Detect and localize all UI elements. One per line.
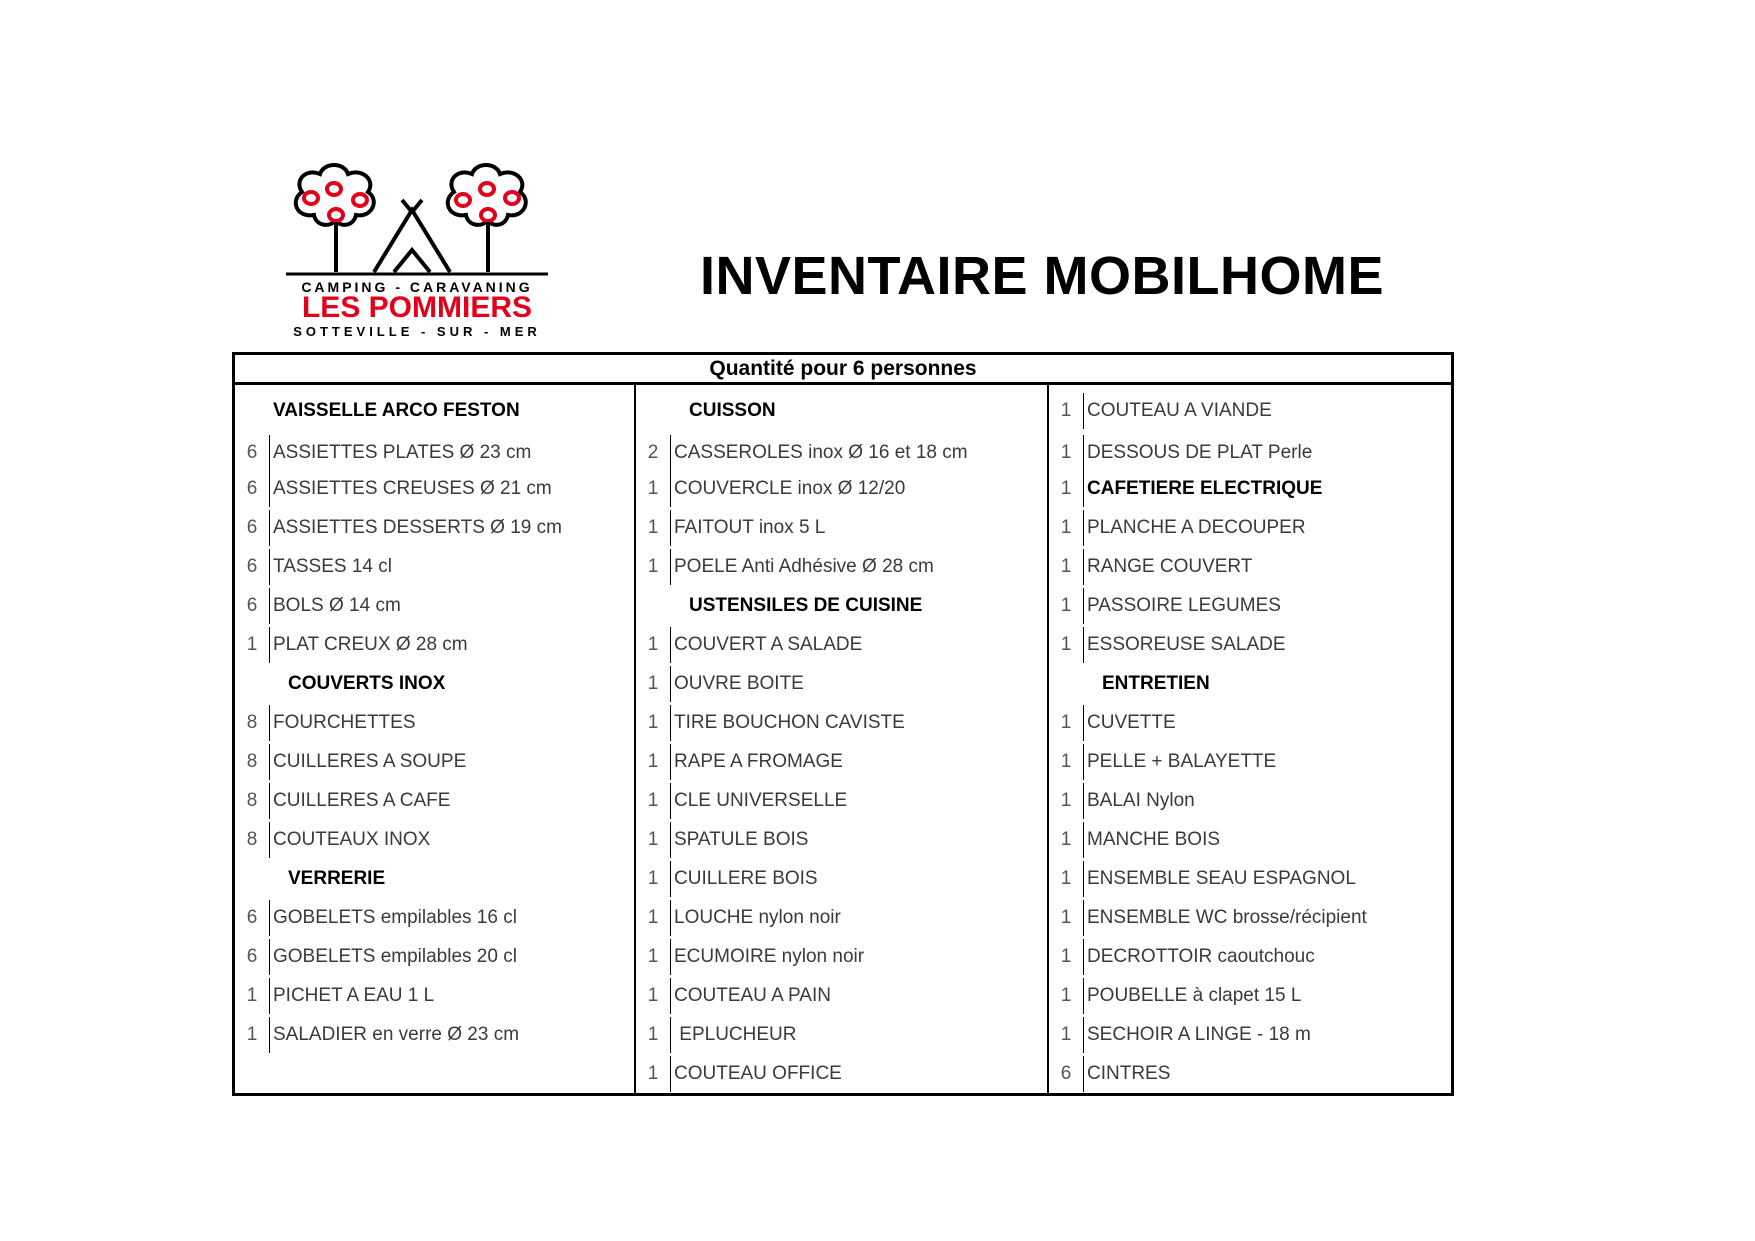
camping-logo <box>284 160 550 342</box>
logo-name: LES POMMIERS <box>301 291 533 324</box>
section-heading-row <box>636 588 1049 624</box>
table-row <box>636 549 1049 585</box>
table-row <box>636 435 1049 471</box>
table-row <box>1049 393 1456 429</box>
item-label: PASSOIRE LEGUMES <box>1087 595 1281 616</box>
item-qty: 8 <box>246 829 258 850</box>
item-qty: 1 <box>1060 595 1072 616</box>
table-row <box>235 435 634 471</box>
item-qty: 1 <box>1060 790 1072 811</box>
table-row <box>636 861 1049 897</box>
table-row <box>636 705 1049 741</box>
item-qty: 6 <box>246 595 258 616</box>
apple-trees-tent-icon <box>284 160 550 280</box>
table-row <box>235 705 634 741</box>
item-qty: 1 <box>1060 751 1072 772</box>
item-label: COUVERT A SALADE <box>674 634 863 655</box>
section-heading: VERRERIE <box>288 868 386 889</box>
item-label: ASSIETTES CREUSES Ø 21 cm <box>273 478 552 499</box>
item-label: TIRE BOUCHON CAVISTE <box>674 712 905 733</box>
section-heading-row <box>636 393 1049 429</box>
section-heading: VAISSELLE ARCO FESTON <box>273 400 520 421</box>
table-row <box>235 471 634 507</box>
item-qty: 1 <box>647 478 659 499</box>
table-row <box>235 510 634 546</box>
item-label: ASSIETTES PLATES Ø 23 cm <box>273 442 532 463</box>
table-row <box>235 783 634 819</box>
section-heading: COUVERTS INOX <box>288 673 446 694</box>
item-label: EPLUCHEUR <box>674 1024 797 1045</box>
item-label: PICHET A EAU 1 L <box>273 985 435 1006</box>
table-row <box>235 549 634 585</box>
item-label: PLANCHE A DECOUPER <box>1087 517 1306 538</box>
table-row <box>636 1056 1049 1092</box>
item-qty: 1 <box>1060 1024 1072 1045</box>
table-row <box>636 744 1049 780</box>
table-row <box>1049 471 1456 507</box>
section-heading-row <box>1049 666 1456 702</box>
inventory-table <box>232 352 1454 1096</box>
table-row <box>636 900 1049 936</box>
table-row <box>1049 822 1456 858</box>
item-label: CAFETIERE ELECTRIQUE <box>1087 478 1323 499</box>
item-qty: 1 <box>647 556 659 577</box>
item-qty: 1 <box>647 907 659 928</box>
item-qty: 6 <box>246 556 258 577</box>
table-row <box>235 978 634 1014</box>
item-label: ENSEMBLE WC brosse/récipient <box>1087 907 1367 928</box>
item-qty: 1 <box>647 634 659 655</box>
table-row <box>636 822 1049 858</box>
item-qty: 1 <box>1060 829 1072 850</box>
item-label: RAPE A FROMAGE <box>674 751 843 772</box>
item-label: CUILLERES A SOUPE <box>273 751 467 772</box>
section-heading-row <box>235 393 634 429</box>
table-row <box>636 471 1049 507</box>
table-row <box>235 588 634 624</box>
item-qty: 1 <box>647 1063 659 1084</box>
table-row <box>1049 1056 1456 1092</box>
item-label: CLE UNIVERSELLE <box>674 790 848 811</box>
section-heading-row <box>235 861 634 897</box>
table-row <box>636 1017 1049 1053</box>
section-heading: CUISSON <box>689 400 776 421</box>
table-row <box>235 744 634 780</box>
item-label: ASSIETTES DESSERTS Ø 19 cm <box>273 517 562 538</box>
logo-location: SOTTEVILLE - SUR - MER <box>293 324 541 339</box>
item-label: DECROTTOIR caoutchouc <box>1087 946 1315 967</box>
item-label: FOURCHETTES <box>273 712 416 733</box>
item-label: COUTEAUX INOX <box>273 829 431 850</box>
item-qty: 6 <box>246 907 258 928</box>
section-heading-row <box>235 666 634 702</box>
item-qty: 1 <box>1060 868 1072 889</box>
item-qty: 8 <box>246 751 258 772</box>
table-row <box>1049 510 1456 546</box>
item-qty: 1 <box>647 790 659 811</box>
item-label: COUVERCLE inox Ø 12/20 <box>674 478 906 499</box>
table-row <box>235 900 634 936</box>
table-row <box>1049 549 1456 585</box>
table-row <box>636 627 1049 663</box>
item-label: BOLS Ø 14 cm <box>273 595 401 616</box>
item-label: POUBELLE à clapet 15 L <box>1087 985 1302 1006</box>
item-label: COUTEAU A PAIN <box>674 985 831 1006</box>
table-row <box>1049 627 1456 663</box>
section-heading: USTENSILES DE CUISINE <box>689 595 923 616</box>
item-label: SECHOIR A LINGE - 18 m <box>1087 1024 1311 1045</box>
item-qty: 1 <box>647 751 659 772</box>
item-label: GOBELETS empilables 20 cl <box>273 946 517 967</box>
item-label: LOUCHE nylon noir <box>674 907 841 928</box>
table-row <box>235 1017 634 1053</box>
section-heading: ENTRETIEN <box>1102 673 1210 694</box>
item-qty: 8 <box>246 790 258 811</box>
table-row <box>1049 861 1456 897</box>
table-row <box>636 666 1049 702</box>
logo-tagline: CAMPING - CARAVANING <box>301 279 533 295</box>
item-qty: 1 <box>647 946 659 967</box>
item-label: FAITOUT inox 5 L <box>674 517 826 538</box>
table-row <box>1049 588 1456 624</box>
item-label: TASSES 14 cl <box>273 556 392 577</box>
item-qty: 1 <box>647 673 659 694</box>
item-label: CASSEROLES inox Ø 16 et 18 cm <box>674 442 968 463</box>
item-qty: 6 <box>246 946 258 967</box>
item-qty: 1 <box>647 829 659 850</box>
item-label: PLAT CREUX Ø 28 cm <box>273 634 468 655</box>
item-qty: 6 <box>246 517 258 538</box>
table-row <box>235 939 634 975</box>
item-qty: 1 <box>1060 946 1072 967</box>
item-qty: 1 <box>246 1024 258 1045</box>
table-row <box>1049 978 1456 1014</box>
table-row <box>1049 900 1456 936</box>
item-qty: 1 <box>647 868 659 889</box>
item-label: SPATULE BOIS <box>674 829 809 850</box>
item-label: MANCHE BOIS <box>1087 829 1221 850</box>
item-label: COUTEAU A VIANDE <box>1087 400 1272 421</box>
item-qty: 1 <box>1060 985 1072 1006</box>
item-qty: 1 <box>647 517 659 538</box>
table-row <box>1049 1017 1456 1053</box>
item-label: CUILLERE BOIS <box>674 868 818 889</box>
item-qty: 1 <box>1060 400 1072 421</box>
table-row <box>1049 783 1456 819</box>
table-row <box>636 978 1049 1014</box>
item-qty: 1 <box>246 634 258 655</box>
item-qty: 2 <box>647 442 659 463</box>
item-qty: 1 <box>246 985 258 1006</box>
table-row <box>1049 705 1456 741</box>
item-label: ESSOREUSE SALADE <box>1087 634 1286 655</box>
table-row <box>636 510 1049 546</box>
item-label: CINTRES <box>1087 1063 1171 1084</box>
table-row <box>235 627 634 663</box>
item-label: COUTEAU OFFICE <box>674 1063 842 1084</box>
item-qty: 1 <box>1060 907 1072 928</box>
item-qty: 1 <box>1060 478 1072 499</box>
item-qty: 1 <box>1060 712 1072 733</box>
table-row <box>636 939 1049 975</box>
column-cuisson <box>634 385 1049 1093</box>
table-row <box>1049 939 1456 975</box>
item-qty: 1 <box>1060 556 1072 577</box>
item-label: ENSEMBLE SEAU ESPAGNOL <box>1087 868 1356 889</box>
item-qty: 6 <box>246 478 258 499</box>
table-row <box>636 783 1049 819</box>
table-row <box>235 822 634 858</box>
item-label: ECUMOIRE nylon noir <box>674 946 865 967</box>
table-header: Quantité pour 6 personnes <box>235 355 1451 385</box>
item-qty: 6 <box>246 442 258 463</box>
column-entretien <box>1047 385 1456 1093</box>
item-qty: 1 <box>1060 442 1072 463</box>
item-label: CUILLERES A CAFE <box>273 790 451 811</box>
page-title: INVENTAIRE MOBILHOME <box>700 246 1384 306</box>
item-qty: 6 <box>1060 1063 1072 1084</box>
item-qty: 8 <box>246 712 258 733</box>
item-label: POELE Anti Adhésive Ø 28 cm <box>674 556 934 577</box>
item-label: CUVETTE <box>1087 712 1176 733</box>
table-row <box>1049 435 1456 471</box>
item-label: OUVRE BOITE <box>674 673 804 694</box>
item-qty: 1 <box>647 1024 659 1045</box>
item-label: SALADIER en verre Ø 23 cm <box>273 1024 520 1045</box>
item-qty: 1 <box>647 712 659 733</box>
item-qty: 1 <box>647 985 659 1006</box>
item-label: DESSOUS DE PLAT Perle <box>1087 442 1313 463</box>
item-label: BALAI Nylon <box>1087 790 1195 811</box>
item-label: RANGE COUVERT <box>1087 556 1253 577</box>
item-label: GOBELETS empilables 16 cl <box>273 907 517 928</box>
item-qty: 1 <box>1060 634 1072 655</box>
item-qty: 1 <box>1060 517 1072 538</box>
column-vaisselle <box>235 385 634 1093</box>
table-row <box>1049 744 1456 780</box>
item-label: PELLE + BALAYETTE <box>1087 751 1277 772</box>
